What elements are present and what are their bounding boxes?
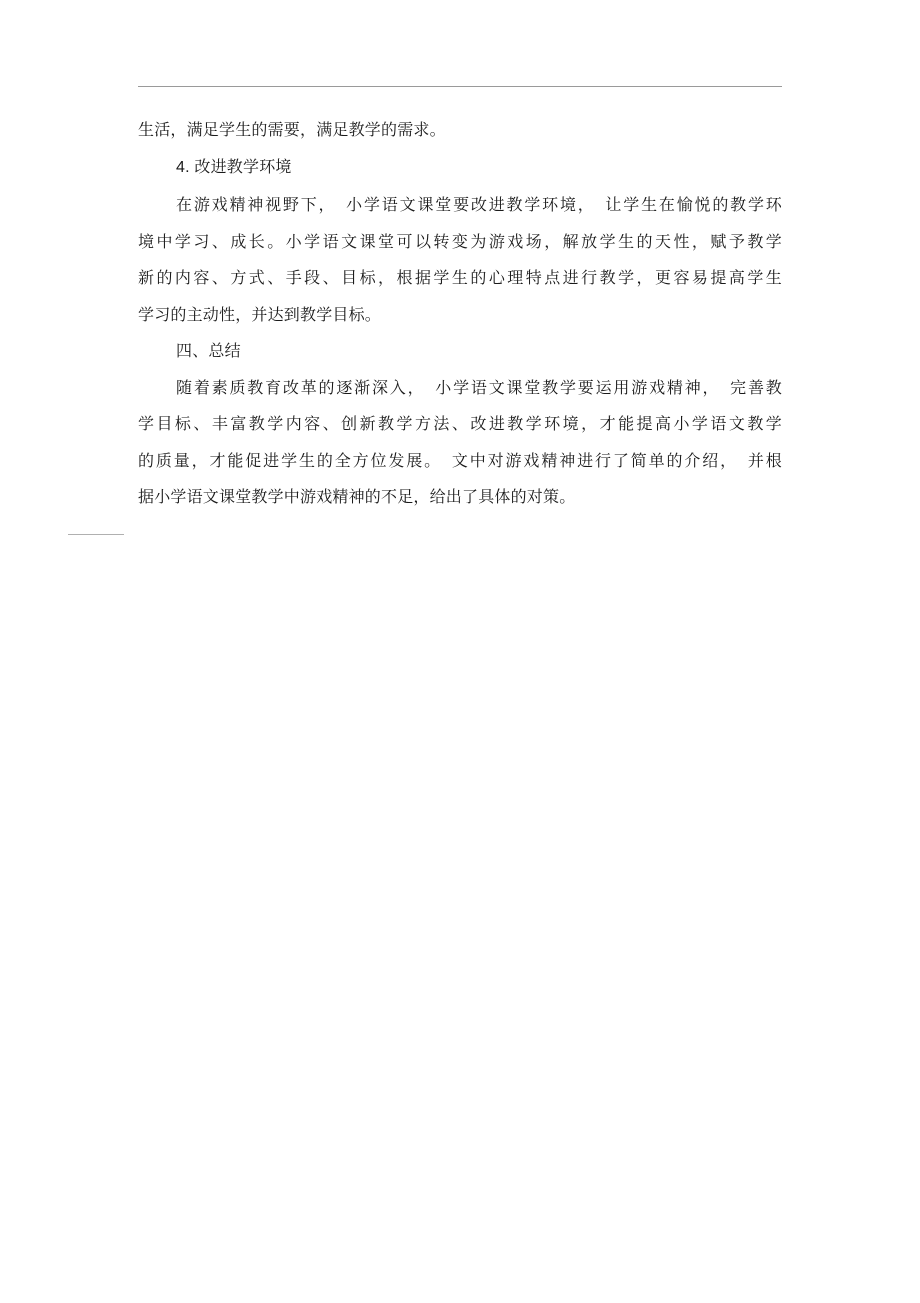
- section-heading-4: 4. 改进教学环境: [176, 159, 292, 176]
- paragraph-line: 的质量，才能促进学生的全方位发展。 文中对游戏精神进行了简单的介绍， 并根: [138, 451, 782, 470]
- paragraph-line: 境中学习、成长。小学语文课堂可以转变为游戏场，解放学生的天性，赋予教学: [138, 232, 782, 251]
- section-heading-summary: 四、总结: [176, 341, 241, 360]
- header-rule: [138, 86, 782, 87]
- paragraph-line: 随着素质教育改革的逐渐深入， 小学语文课堂教学要运用游戏精神， 完善教: [176, 378, 782, 397]
- paragraph-line: 在游戏精神视野下， 小学语文课堂要改进教学环境， 让学生在愉悦的教学环: [176, 195, 782, 214]
- paragraph-line: 据小学语文课堂教学中游戏精神的不足，给出了具体的对策。: [138, 487, 576, 506]
- paragraph-continuation-line: 生活，满足学生的需要，满足教学的需求。: [138, 120, 446, 139]
- paragraph-line: 学习的主动性，并达到教学目标。: [138, 305, 382, 324]
- footnote-rule: [68, 534, 124, 535]
- paragraph-line: 学目标、丰富教学内容、创新教学方法、改进教学环境，才能提高小学语文教学: [138, 414, 782, 433]
- paragraph-line: 新的内容、方式、手段、目标，根据学生的心理特点进行教学，更容易提高学生: [138, 268, 782, 287]
